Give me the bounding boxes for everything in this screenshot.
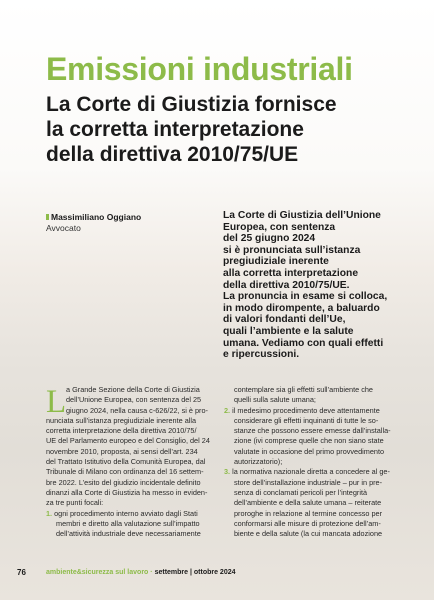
body-line: quelli sulla salute umana; xyxy=(234,395,316,405)
lead-line: della direttiva 2010/75/UE. xyxy=(223,279,350,291)
lead-line: La pronuncia in esame si colloca, xyxy=(223,291,388,303)
body-line: Tribunale di Milano con ordinanza del 16 settem- xyxy=(46,467,204,477)
body-line: dell’attività industriale deve necessariamente xyxy=(56,529,201,539)
body-line: store dell’installazione industriale – pur in pre- xyxy=(234,477,383,487)
headline-line: la corretta interpretazione xyxy=(46,118,304,141)
author-role: Avvocato xyxy=(46,223,81,233)
body-line: valutate in occasione del primo provvedimento xyxy=(234,446,385,456)
section-title: Emissioni industriali xyxy=(46,51,353,87)
body-line: stanze che possono essere emesse dall’installa- xyxy=(234,426,391,436)
body-line: nunciata sull’istanza pregiudiziale inerente alla xyxy=(46,415,197,425)
lead-line: La Corte di Giustizia dell’Unione xyxy=(223,210,381,221)
body-line: conformarsi alle misure di protezione dell’am- xyxy=(234,518,381,528)
lead-line: di valori fondanti dell’Ue, xyxy=(223,314,346,326)
body-line: bre 2022. L’esito del giudizio incidentale definito xyxy=(46,477,201,487)
author-name: Massimiliano Oggiano xyxy=(46,212,141,223)
lead-line: si è pronunciata sull’istanza xyxy=(223,244,361,256)
body-line: autorizzatorio); xyxy=(234,457,283,467)
article-headline xyxy=(46,92,416,167)
author-byline xyxy=(46,212,141,234)
list-number: 1. xyxy=(46,508,53,518)
list-item-text: il medesimo procedimento deve attentamente xyxy=(232,405,380,415)
lead-line: in modo dirompente, a baluardo xyxy=(223,302,380,314)
body-line: UE del Parlamento europeo e del Consiglio, del 24 xyxy=(46,436,210,446)
body-line: dinanzi alla Corte di Giustizia ha messo in eviden- xyxy=(46,487,208,497)
lead-line: quali l’ambiente e la salute xyxy=(223,325,354,337)
body-line: biente e della salute (la cui mancata adozione xyxy=(234,529,383,539)
issue-date: settembre | ottobre 2024 xyxy=(154,569,236,576)
body-column-left xyxy=(46,385,226,539)
drop-cap: L xyxy=(46,384,67,420)
lead-line: alla corretta interpretazione xyxy=(223,267,359,279)
page-number: 76 xyxy=(17,568,26,577)
body-line: proroghe in relazione al termine concesso per xyxy=(234,508,383,518)
lead-line: pregiudiziale inerente xyxy=(223,256,329,268)
headline-line: La Corte di Giustizia fornisce xyxy=(46,93,337,116)
footer-separator: · xyxy=(150,569,153,576)
list-item-1 xyxy=(46,509,226,519)
list-item-text: la normativa nazionale diretta a concedere al ge- xyxy=(232,467,390,477)
body-line: considerare gli effetti inquinanti di tutte le so- xyxy=(234,415,379,425)
body-column-right xyxy=(224,385,402,539)
list-item-3 xyxy=(224,467,402,477)
lead-line: Europea, con sentenza xyxy=(223,221,336,233)
body-line: novembre 2010, proposta, ai sensi dell’art. 234 xyxy=(46,446,198,456)
list-item-text: ogni procedimento interno avviato dagli Stati xyxy=(54,508,198,518)
body-line: corretta interpretazione della direttiva 2010/75/ xyxy=(46,426,197,436)
list-number: 2. xyxy=(224,405,231,415)
lead-line: umana. Vediamo con quali effetti xyxy=(223,337,384,349)
body-line: giugno 2024, nella causa c-626/22, si è pro- xyxy=(66,405,208,415)
lead-paragraph xyxy=(223,210,403,361)
body-line: senza di conclamati pericoli per l’integrità xyxy=(234,487,368,497)
body-line: za tre punti focali: xyxy=(46,498,104,508)
page-footer xyxy=(0,568,434,582)
body-line: membri e diretto alla valutazione sull’impatto xyxy=(56,518,200,528)
magazine-name: ambiente&sicurezza sul lavoro xyxy=(46,569,149,576)
lead-line: del 25 giugno 2024 xyxy=(223,233,316,245)
body-line: a Grande Sezione della Corte di Giustizia xyxy=(66,385,200,394)
lead-line: e ripercussioni. xyxy=(223,349,300,361)
headline-line: della direttiva 2010/75/UE xyxy=(46,143,299,166)
body-line: dell’ambiente e della salute umana – reiterate xyxy=(234,498,382,508)
footer-publication xyxy=(46,569,236,576)
list-item-2 xyxy=(224,406,402,416)
body-line: zione (ivi comprese quelle che non siano state xyxy=(234,436,384,446)
list-number: 3. xyxy=(224,467,231,477)
body-line: dell’Unione Europea, con sentenza del 25 xyxy=(66,395,202,405)
body-line: del Trattato Istitutivo della Comunità Europea, dal xyxy=(46,457,206,467)
body-line: contemplare sia gli effetti sull’ambiente che xyxy=(234,385,373,394)
